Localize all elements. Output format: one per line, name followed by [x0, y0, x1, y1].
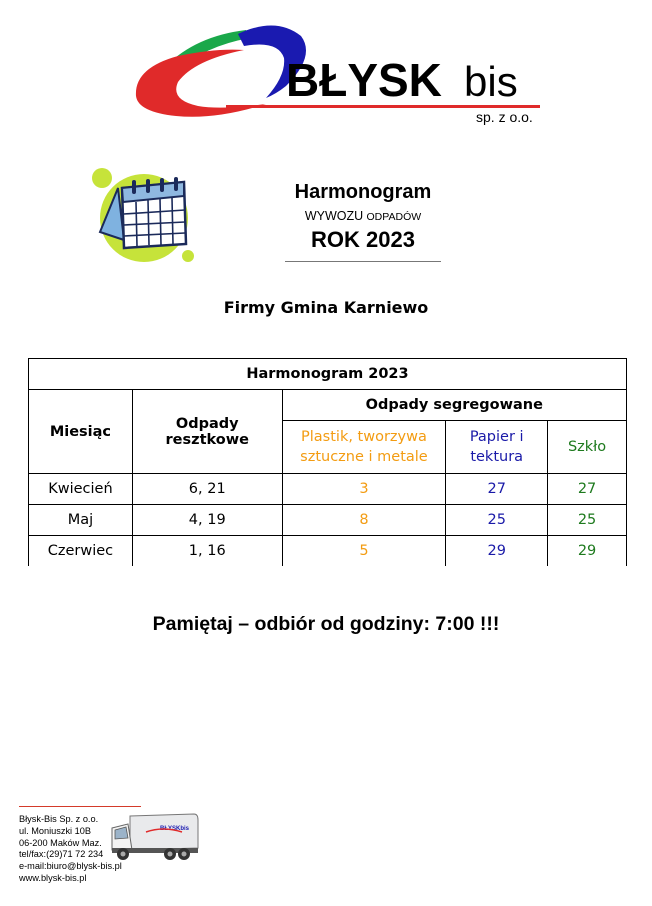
truck-logo-label: BŁYSKbis	[160, 826, 190, 832]
cell-glass: 27	[548, 474, 627, 505]
cell-month: Kwiecień	[29, 474, 133, 505]
area-subtitle: Firmy Gmina Karniewo	[223, 298, 429, 317]
cell-paper: 29	[446, 536, 548, 567]
subtitle-part1: WYWOZU	[304, 209, 364, 223]
table-row	[29, 536, 627, 567]
footer-street: ul. Moniuszki 10B	[19, 825, 92, 836]
footer-website: www.blysk-bis.pl	[19, 872, 87, 883]
table-title-row	[29, 359, 627, 390]
cell-paper: 25	[446, 505, 548, 536]
cell-glass: 29	[548, 536, 627, 567]
footer-divider	[19, 806, 141, 807]
cell-month: Maj	[29, 505, 133, 536]
calendar-icon	[88, 160, 198, 266]
column-header-paper: Papier i tektura	[446, 421, 548, 474]
table-header-row	[29, 390, 627, 421]
cell-residual: 4, 19	[132, 505, 282, 536]
logo-brand-form: sp. z o.o.	[476, 109, 533, 125]
header-subtitle	[270, 208, 456, 225]
cell-glass: 25	[548, 505, 627, 536]
header-divider	[285, 261, 441, 262]
page-title: Harmonogram	[294, 181, 432, 203]
logo-brand-suffix: bis	[464, 58, 518, 105]
footer-company-name: Błysk-Bis Sp. z o.o.	[19, 814, 99, 824]
blysk-logo-graphic	[126, 16, 546, 128]
table-title: Harmonogram 2023	[29, 359, 627, 390]
column-header-residual: Odpady resztkowe	[132, 390, 282, 474]
company-contact	[19, 814, 122, 885]
column-header-glass: Szkło	[548, 421, 627, 474]
header-block	[270, 180, 456, 262]
logo-brand-main: BŁYSK	[286, 54, 442, 106]
table-row	[29, 474, 627, 505]
footer-phone: tel/fax:(29)71 72 234	[19, 849, 104, 860]
company-logo	[126, 16, 546, 128]
cell-residual: 6, 21	[132, 474, 282, 505]
cell-plastic: 8	[282, 505, 446, 536]
table-row	[29, 505, 627, 536]
cell-month: Czerwiec	[29, 536, 133, 567]
cell-plastic: 5	[282, 536, 446, 567]
footer-email: e-mail:biuro@blysk-bis.pl	[19, 861, 122, 872]
subtitle-part2: ODPADÓW	[366, 211, 422, 223]
garbage-truck-image	[108, 810, 200, 862]
footer-city: 06-200 Maków Maz.	[19, 837, 102, 848]
schedule-table	[28, 358, 627, 566]
cell-paper: 27	[446, 474, 548, 505]
column-header-month: Miesiąc	[29, 390, 133, 474]
cell-plastic: 3	[282, 474, 446, 505]
column-header-plastic: Plastik, tworzywa sztuczne i metale	[282, 421, 446, 474]
header-year: ROK 2023	[311, 227, 415, 252]
cell-residual: 1, 16	[132, 536, 282, 567]
pickup-time-reminder: Pamiętaj – odbiór od godziny: 7:00 !!!	[152, 613, 500, 635]
column-header-segregated: Odpady segregowane	[282, 390, 626, 421]
